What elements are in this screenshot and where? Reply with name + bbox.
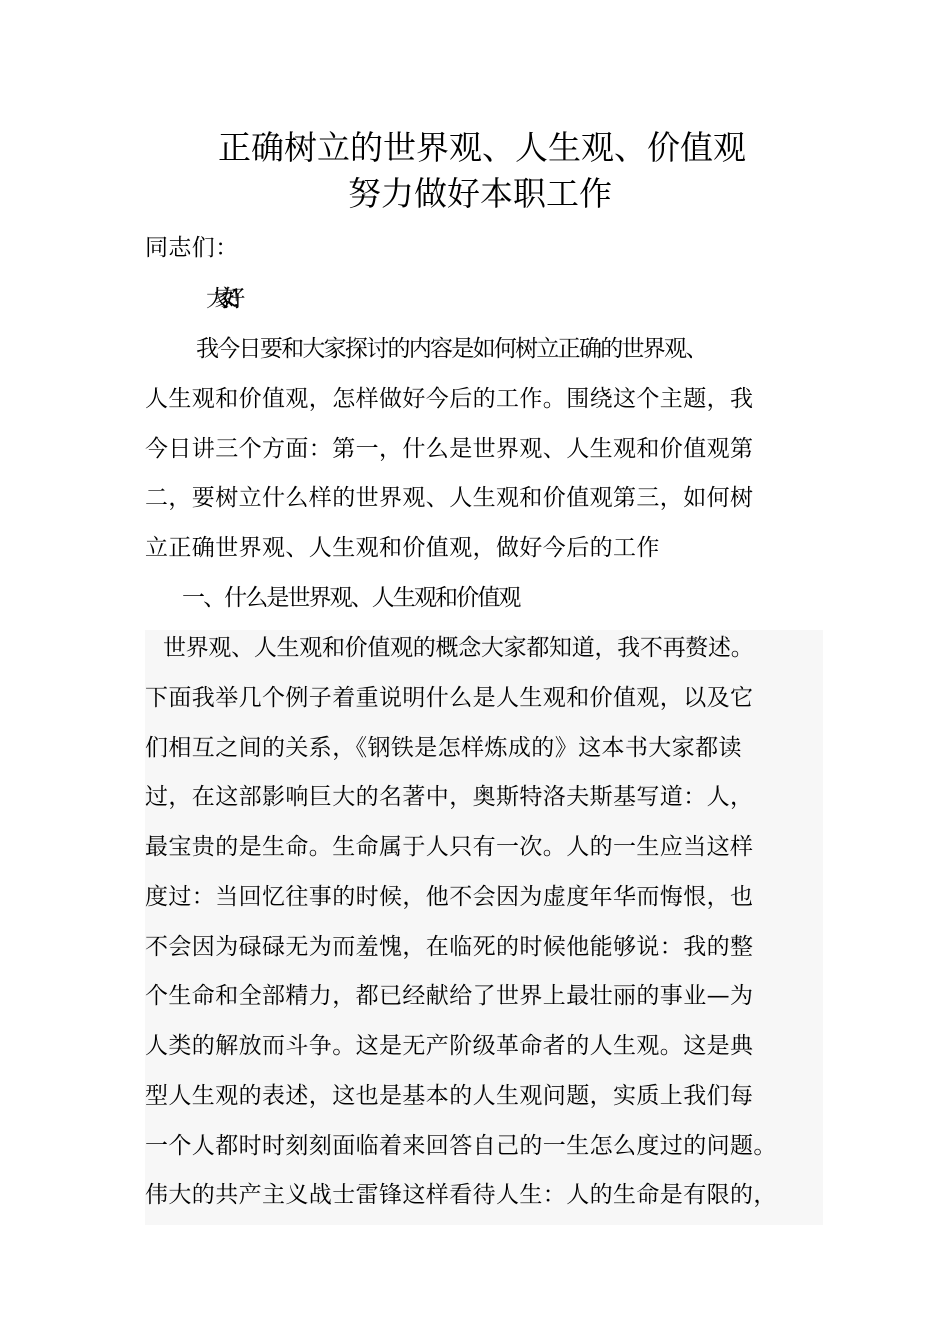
- paragraph-line: 们相互之间的关系，《钢铁是怎样炼成的》这本书大家都读: [145, 735, 742, 761]
- paragraph-line: 型人生观的表述，这也是基本的人生观问题，实质上我们每: [145, 1083, 754, 1109]
- paragraph-line: 下面我举几个例子着重说明什么是人生观和价值观，以及它: [145, 685, 754, 711]
- paragraph-line: 度过：当回忆往事的时候，他不会因为虚度年华而悔恨，也: [145, 884, 754, 910]
- paragraph-line: 我今日要和大家探讨的内容是如何树立正确的世界观、: [196, 336, 707, 362]
- title-line-2: 努力做好本职工作: [348, 174, 612, 213]
- title-line-1: 正确树立的世界观、人生观、价值观: [218, 128, 746, 167]
- paragraph-line: 伟大的共产主义战士雷锋这样看待人生：人的生命是有限的，: [145, 1182, 777, 1208]
- paragraph-line: 立正确世界观、人生观和价值观，做好今后的工作: [145, 535, 660, 561]
- paragraph-line: 世界观、人生观和价值观的概念大家都知道，我不再赘述。: [163, 635, 754, 661]
- paragraph-line: 今日讲三个方面：第一，什么是世界观、人生观和价值观第: [145, 436, 754, 462]
- salutation: 同志们：: [145, 235, 239, 261]
- paragraph-line: 不会因为碌碌无为而羞愧，在临死的时候他能够说：我的整: [145, 934, 754, 960]
- paragraph-line: 最宝贵的是生命。生命属于人只有一次。人的一生应当这样: [145, 834, 754, 860]
- greeting: 大家好！: [206, 286, 239, 312]
- paragraph-line: 人类的解放而斗争。这是无产阶级革命者的人生观。这是典: [145, 1033, 754, 1059]
- section-heading: 一、什么是世界观、人生观和价值观: [182, 585, 520, 611]
- paragraph-line: 过，在这部影响巨大的名著中，奥斯特洛夫斯基写道：人，: [145, 784, 754, 810]
- paragraph-line: 二，要树立什么样的世界观、人生观和价值观第三，如何树: [145, 485, 754, 511]
- paragraph-line: 人生观和价值观，怎样做好今后的工作。围绕这个主题，我: [145, 386, 754, 412]
- paragraph-line: 一个人都时时刻刻面临着来回答自己的一生怎么度过的问题。: [145, 1133, 777, 1159]
- paragraph-line: 个生命和全部精力，都已经献给了世界上最壮丽的事业—为: [145, 983, 754, 1009]
- document-title: [0, 126, 950, 218]
